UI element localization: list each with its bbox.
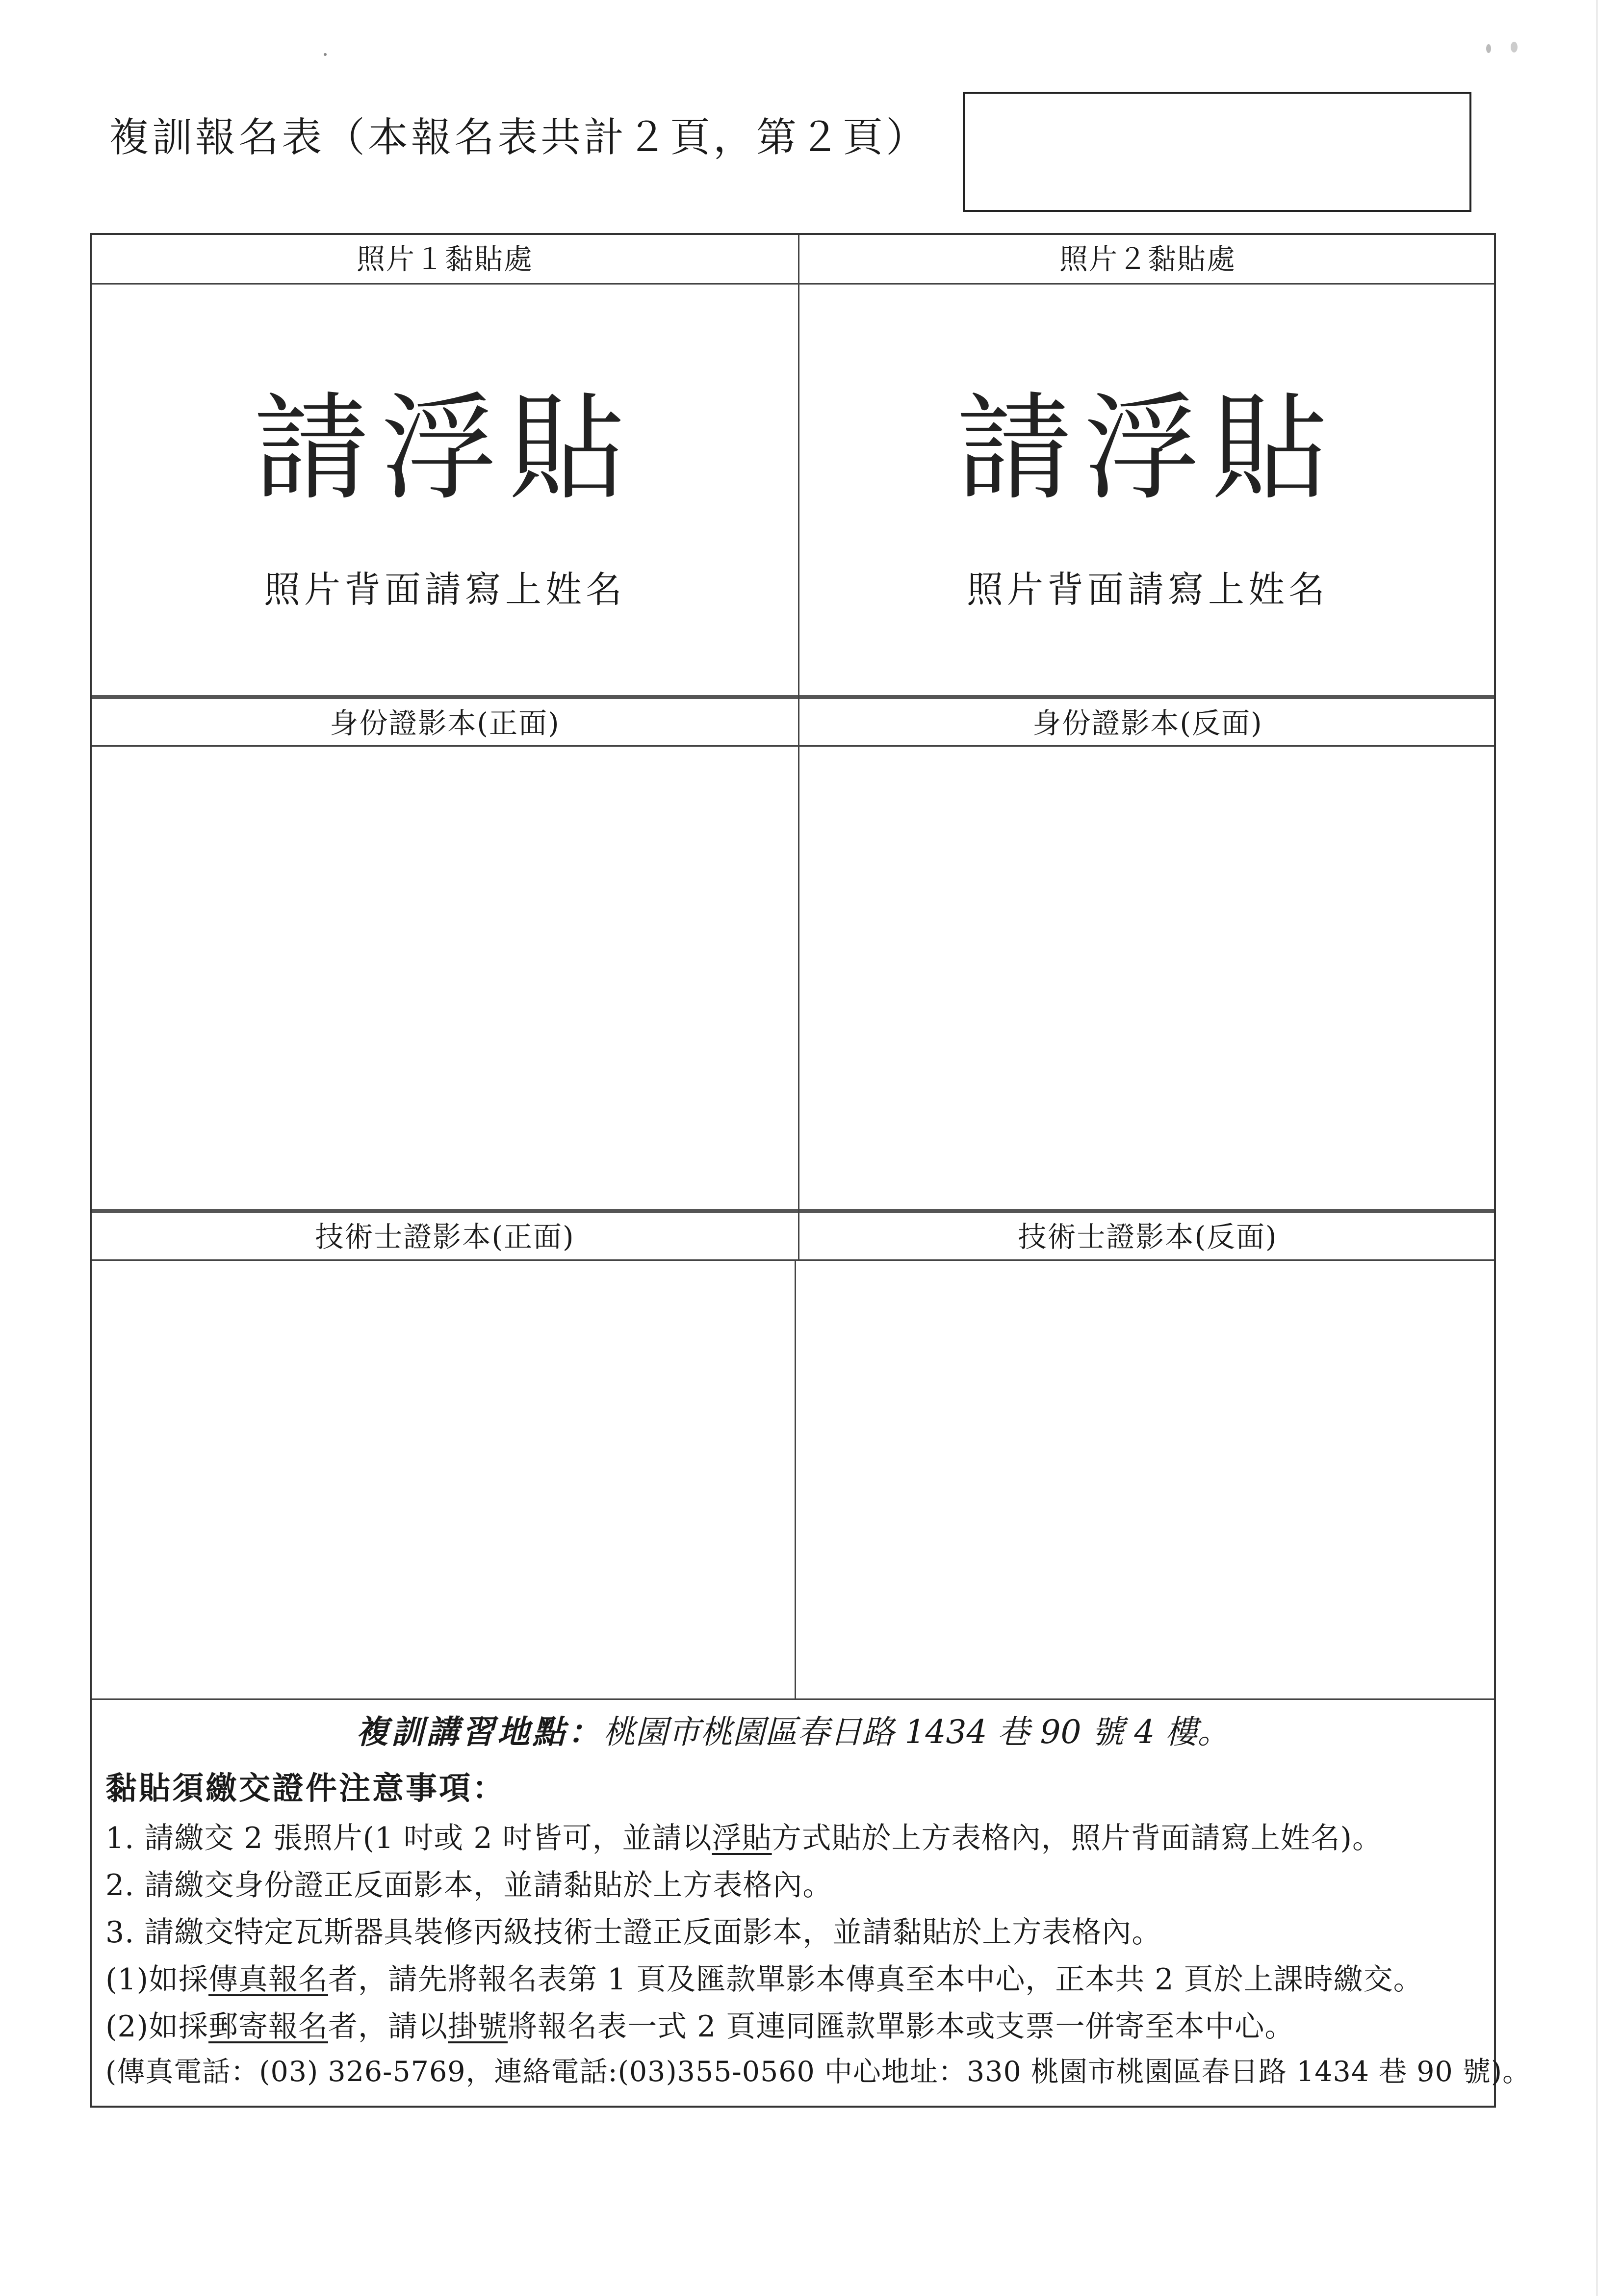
column-divider — [795, 1259, 796, 1698]
note-item-3: 3. 請繳交特定瓦斯器具裝修丙級技術士證正反面影本，並請黏貼於上方表格內。 — [105, 1915, 1162, 1950]
scan-speck — [1511, 42, 1518, 52]
note-item-1 — [105, 1821, 1383, 1855]
note-item-4-text-end: 者，請先將報名表第 1 頁及匯款單影本傳真至本中心，正本共 2 頁於上課時繳交。 — [328, 1962, 1423, 1997]
table-divider — [92, 283, 1494, 285]
column-divider — [798, 235, 799, 1259]
note-item-5 — [105, 2009, 1295, 2044]
photo2-label: 照片２黏貼處 — [1059, 242, 1236, 276]
scan-speck — [1486, 44, 1491, 53]
notes-heading: 黏貼須繳交證件注意事項： — [105, 1770, 506, 1807]
venue-address: 桃園市桃園區春日路 1434 巷 90 號 4 樓。 — [603, 1713, 1230, 1751]
note-item-4-text: (1)如採 — [105, 1962, 208, 1997]
note-item-4 — [105, 1962, 1423, 1997]
cert-back-label: 技術士證影本(反面) — [1018, 1220, 1278, 1253]
photo1-stick-text: 請浮貼 — [253, 381, 636, 516]
scan-speck — [324, 53, 327, 56]
contact-info: (傳真電話：(03) 326-5769，連絡電話:(03)355-0560 中心地址：330 桃園市桃園區春日路 1434 巷 90 號)。 — [105, 2056, 1531, 2088]
id-back-label: 身份證影本(反面) — [1032, 706, 1263, 740]
table-divider — [92, 1209, 1494, 1213]
note-item-5-emphasis-2: 掛號 — [448, 2009, 508, 2044]
note-item-5-text: (2)如採 — [105, 2009, 208, 2044]
form-title: 複訓報名表（本報名表共計２頁，第２頁） — [109, 114, 929, 161]
table-divider — [92, 695, 1494, 699]
venue-label: 複訓講習地點： — [356, 1713, 603, 1751]
photo1-name-hint: 照片背面請寫上姓名 — [264, 569, 626, 611]
photo1-label: 照片１黏貼處 — [356, 242, 533, 276]
attachment-table — [90, 233, 1531, 2108]
note-item-1-text: 1. 請繳交 2 張照片(1 吋或 2 吋皆可，並請以 — [105, 1821, 712, 1855]
page-edge-shadow — [1596, 0, 1597, 2296]
id-front-label: 身份證影本(正面) — [330, 706, 560, 740]
table-divider — [92, 1259, 1494, 1261]
note-item-5-text-mid: 者，請以 — [328, 2009, 448, 2044]
cert-front-label: 技術士證影本(正面) — [315, 1220, 575, 1253]
note-item-1-emphasis: 浮貼 — [712, 1821, 772, 1855]
note-item-2: 2. 請繳交身份證正反面影本，並請黏貼於上方表格內。 — [105, 1868, 833, 1903]
table-divider — [92, 745, 1494, 747]
note-item-5-text-end: 將報名表一式 2 頁連同匯款單影本或支票一併寄至本中心。 — [508, 2009, 1295, 2044]
note-item-4-emphasis: 傳真報名 — [208, 1962, 328, 1997]
venue-line — [92, 1713, 1494, 1751]
note-item-1-text-end: 方式貼於上方表格內，照片背面請寫上姓名)。 — [772, 1821, 1383, 1855]
table-divider — [92, 1698, 1494, 1700]
photo2-name-hint: 照片背面請寫上姓名 — [967, 569, 1329, 611]
note-item-5-emphasis: 郵寄報名 — [208, 2009, 328, 2044]
photo2-stick-text: 請浮貼 — [956, 381, 1339, 516]
registration-number-box[interactable] — [963, 92, 1471, 212]
